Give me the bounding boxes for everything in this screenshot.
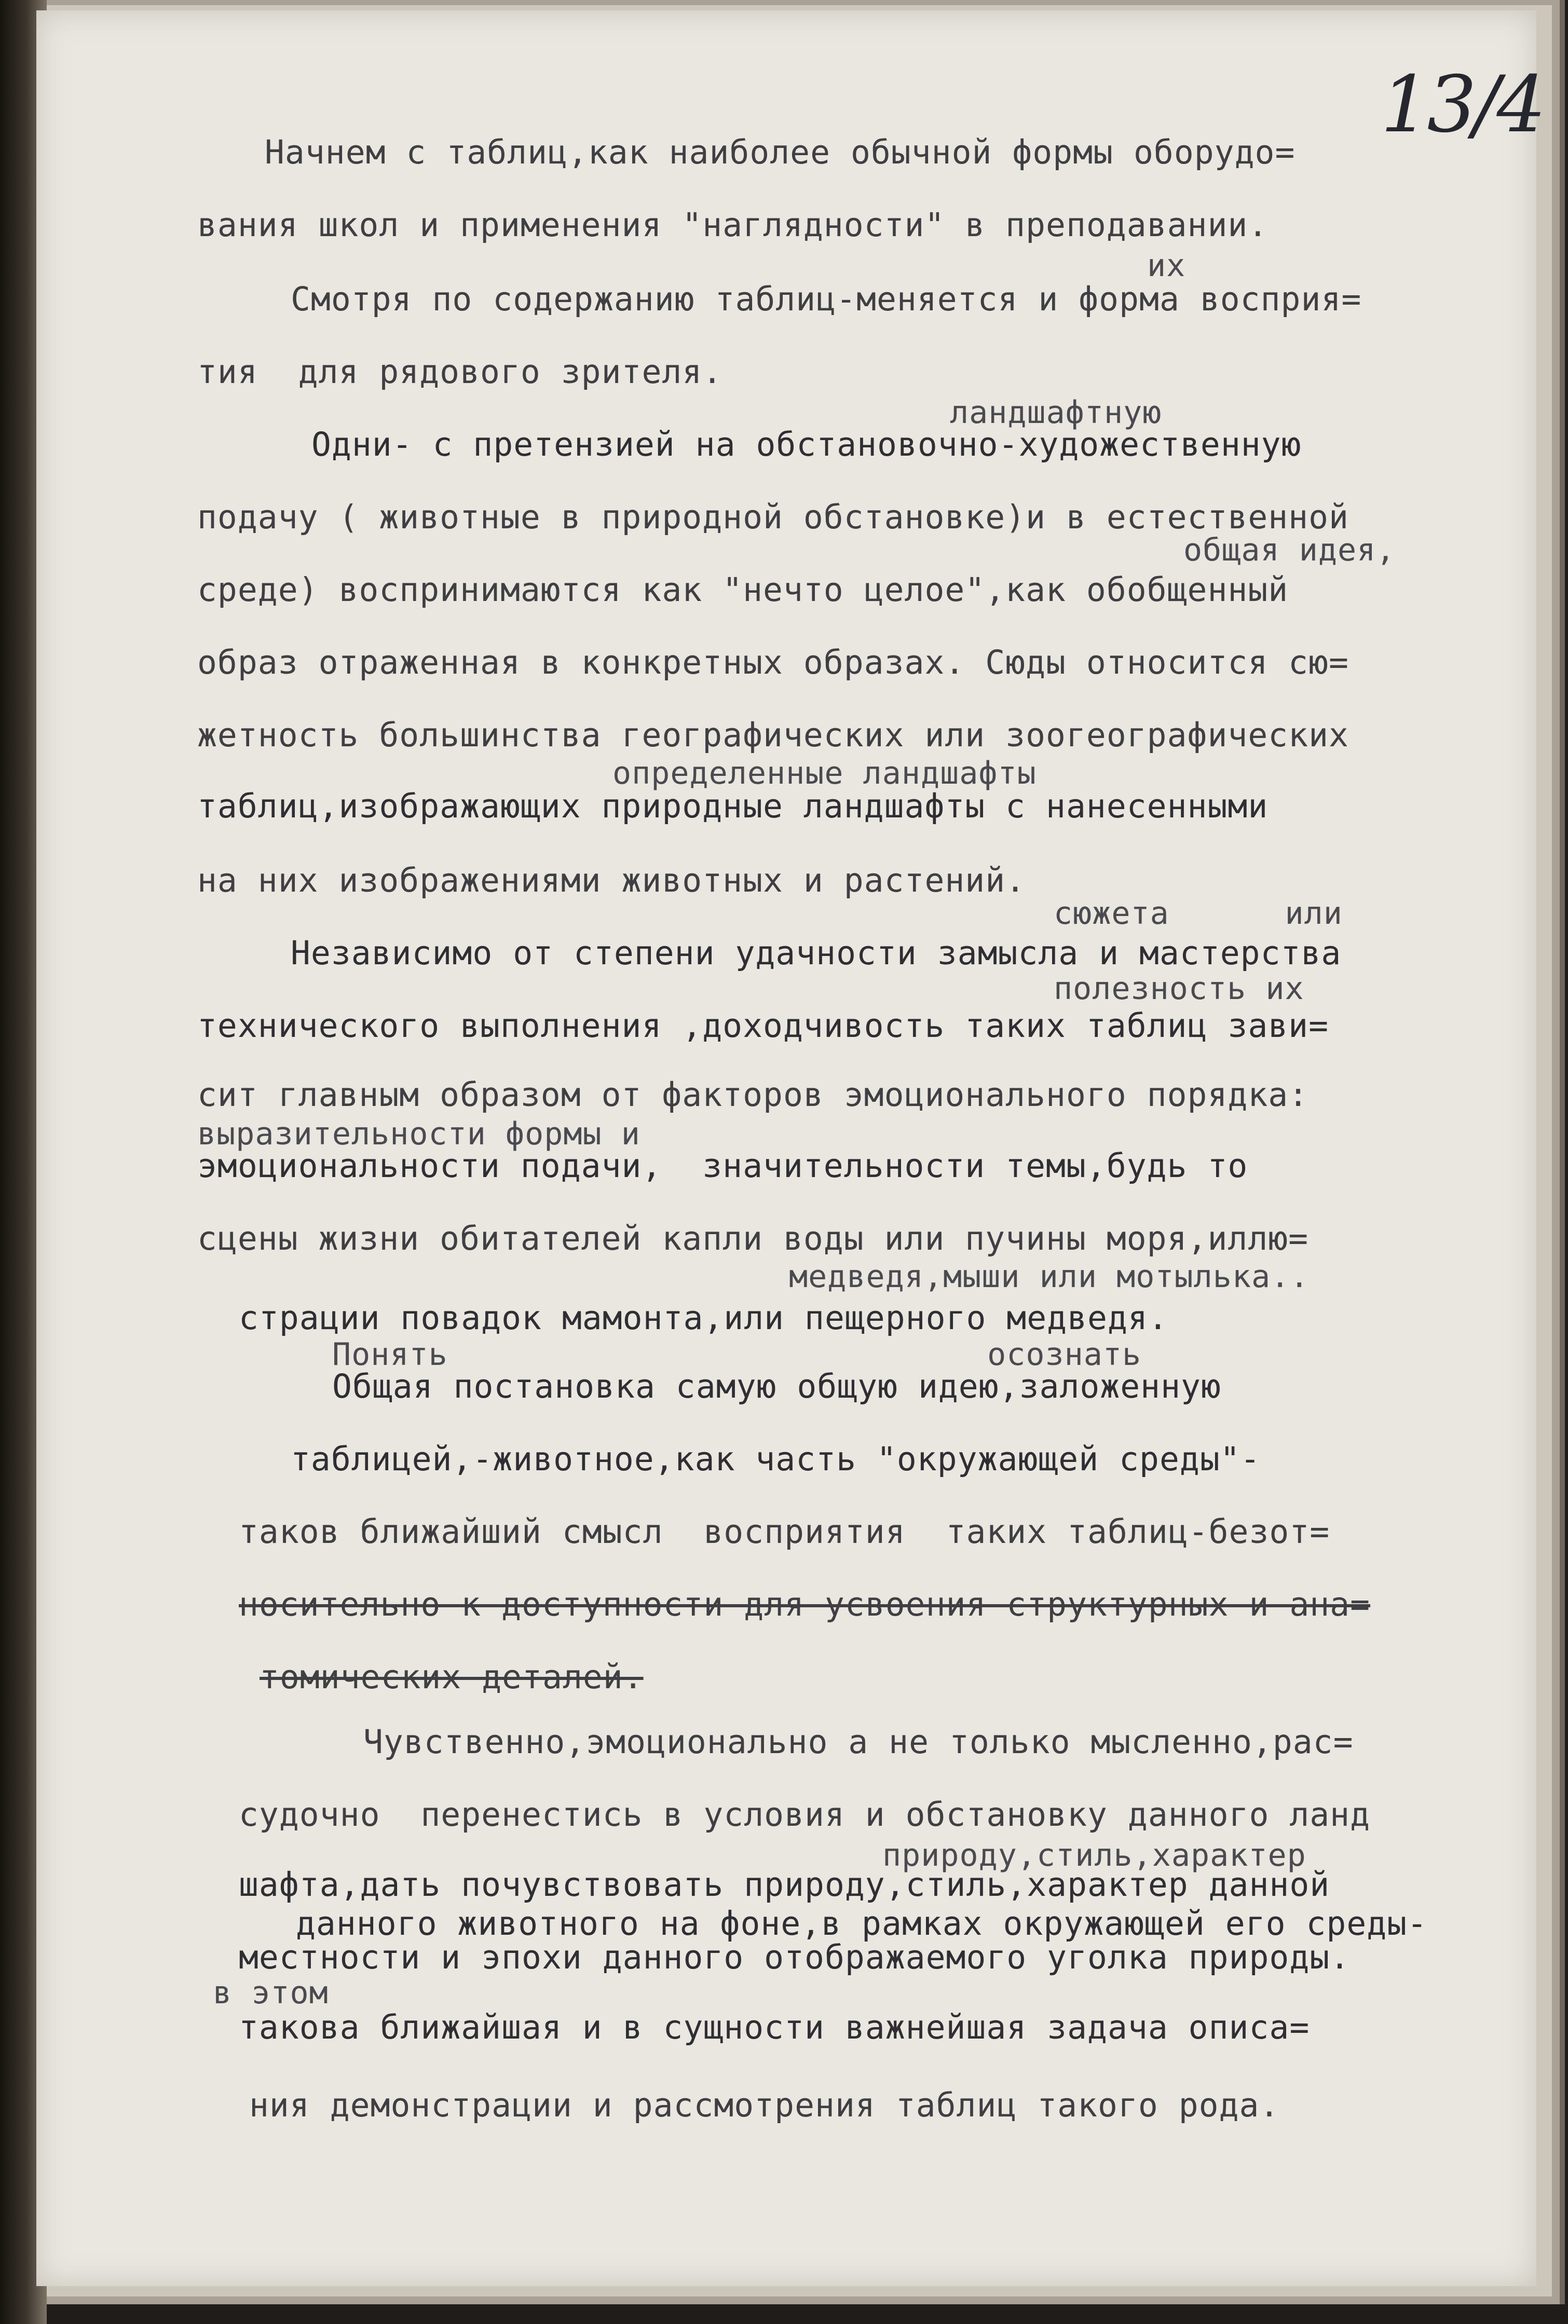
struck-text-line: томических деталей. bbox=[260, 1658, 644, 1696]
struck-text-line: носительно к доступности для усвоения структурных и ана= bbox=[239, 1585, 1371, 1623]
interlinear-insert: сюжета или bbox=[1054, 895, 1343, 932]
text-line: Смотря по содержанию таблиц-меняется и форма восприя= bbox=[291, 280, 1362, 318]
text-line: шафта,дать почувствовать природу,стиль,характер данной bbox=[239, 1866, 1330, 1904]
interlinear-insert: определенные ландшафты bbox=[612, 755, 1037, 791]
text-line: технического выполнения ,доходчивость таких таблиц зави= bbox=[197, 1007, 1329, 1045]
text-line: эмоциональности подачи, значительности темы,будь то bbox=[197, 1147, 1248, 1185]
text-line: такова ближайшая и в сущности важнейшая задача описа= bbox=[239, 2008, 1310, 2046]
interlinear-insert: Понять осознать bbox=[332, 1336, 1142, 1373]
text-line: тия для рядового зрителя. bbox=[197, 353, 723, 391]
text-line: сцены жизни обитателей капли воды или пучины моря,иллю= bbox=[197, 1220, 1309, 1257]
text-line: судочно перенестись в условия и обстановку данного ланд bbox=[239, 1796, 1371, 1834]
interlinear-insert: природу,стиль,характер bbox=[882, 1837, 1306, 1874]
interlinear-insert: в этом bbox=[213, 1975, 329, 2011]
text-line: таблиц,изображающих природные ландшафты с нанесенными bbox=[197, 787, 1269, 825]
interlinear-insert: ландшафтную bbox=[950, 394, 1162, 431]
text-line: Независимо от степени удачности замысла и мастерства bbox=[291, 934, 1342, 972]
typed-document-page bbox=[36, 10, 1543, 2286]
text-line: сит главным образом от факторов эмоционального порядка: bbox=[197, 1076, 1309, 1114]
text-line: Чувственно,эмоционально а не только мысленно,рас= bbox=[363, 1723, 1354, 1761]
text-line: на них изображениями животных и растений. bbox=[197, 862, 1026, 899]
interlinear-insert: общая идея, bbox=[1183, 532, 1396, 568]
text-line: подачу ( животные в природной обстановке)и в естественной bbox=[197, 498, 1349, 536]
text-line: страции повадок мамонта,или пещерного медведя. bbox=[239, 1299, 1168, 1337]
interlinear-insert: выразительности формы и bbox=[197, 1116, 640, 1152]
text-line: Общая постановка самую общую идею,заложенную bbox=[332, 1368, 1221, 1405]
text-line: таблицей,-животное,как часть "окружающей среды"- bbox=[291, 1440, 1261, 1478]
text-line: ния демонстрации и рассмотрения таблиц такого рода. bbox=[249, 2086, 1280, 2124]
text-line: Одни- с претензией на обстановочно-художественную bbox=[311, 426, 1302, 463]
text-line: образ отраженная в конкретных образах. Сюды относится сю= bbox=[197, 644, 1349, 681]
interlinear-insert: полезность их bbox=[1054, 970, 1304, 1007]
text-line: вания школ и применения "наглядности" в преподавании. bbox=[197, 206, 1269, 244]
folio-number: 13/4 bbox=[1381, 60, 1543, 150]
text-line: таков ближайший смысл восприятия таких таблиц-безот= bbox=[239, 1513, 1330, 1551]
text-line: данного животного на фоне,в рамках окружающей его среды- bbox=[296, 1905, 1428, 1943]
text-line: Начнем с таблиц,как наиболее обычной формы оборудо= bbox=[265, 133, 1296, 171]
text-line: местности и эпохи данного отображаемого уголка природы. bbox=[239, 1938, 1351, 1976]
text-line: среде) воспринимаются как "нечто целое",как обобщенный bbox=[197, 571, 1289, 609]
interlinear-insert: медведя,мыши или мотылька.. bbox=[789, 1259, 1310, 1295]
interlinear-insert: их bbox=[1147, 248, 1186, 284]
text-line: жетность большинства географических или зоогеографических bbox=[197, 716, 1349, 754]
